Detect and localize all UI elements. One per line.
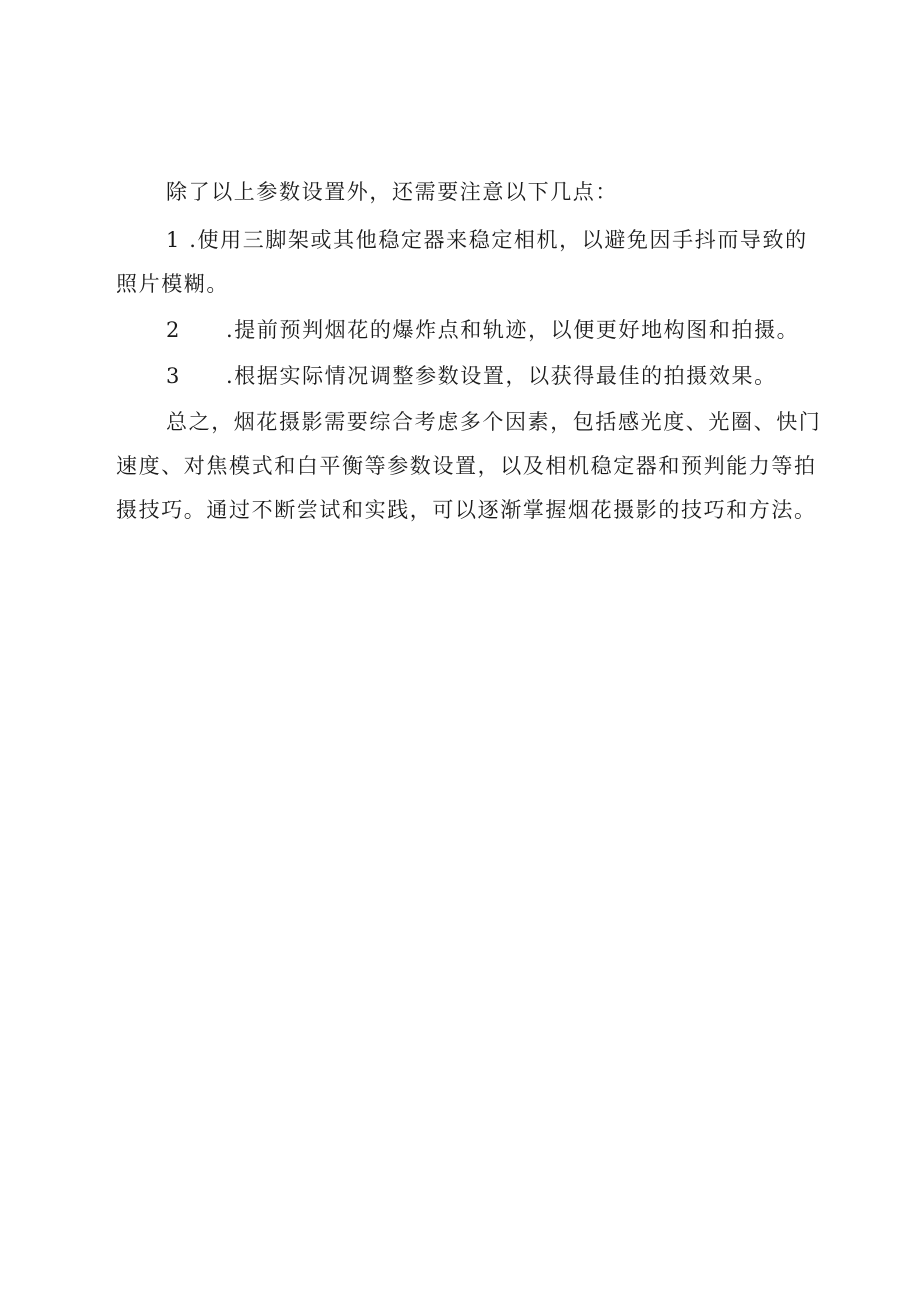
list-item-3-text: .根据实际情况调整参数设置，以获得最佳的拍摄效果。 bbox=[226, 364, 777, 388]
list-item-2-text: .提前预判烟花的爆炸点和轨迹，以便更好地构图和拍摄。 bbox=[226, 318, 800, 342]
list-item-1-number: 1 bbox=[166, 228, 181, 252]
list-item-2-number: 2 bbox=[166, 318, 181, 342]
list-item-1-text: .使用三脚架或其他稳定器来稳定相机，以避免因手抖而导致的照片模糊。 bbox=[116, 228, 808, 296]
summary-paragraph: 总之，烟花摄影需要综合考虑多个因素，包括感光度、光圈、快门速度、对焦模式和白平衡等参数设置，以及相机稳定器和预判能力等拍摄技巧。通过不断尝试和实践，可以逐渐掌握烟花摄影的技巧和方法。 bbox=[116, 410, 822, 522]
list-item-2 bbox=[116, 308, 822, 352]
intro-paragraph: 除了以上参数设置外，还需要注意以下几点： bbox=[166, 180, 618, 204]
list-item-3-number: 3 bbox=[166, 364, 181, 388]
document-body bbox=[116, 170, 822, 553]
list-item-1 bbox=[116, 218, 822, 306]
list-item-3 bbox=[116, 354, 822, 398]
